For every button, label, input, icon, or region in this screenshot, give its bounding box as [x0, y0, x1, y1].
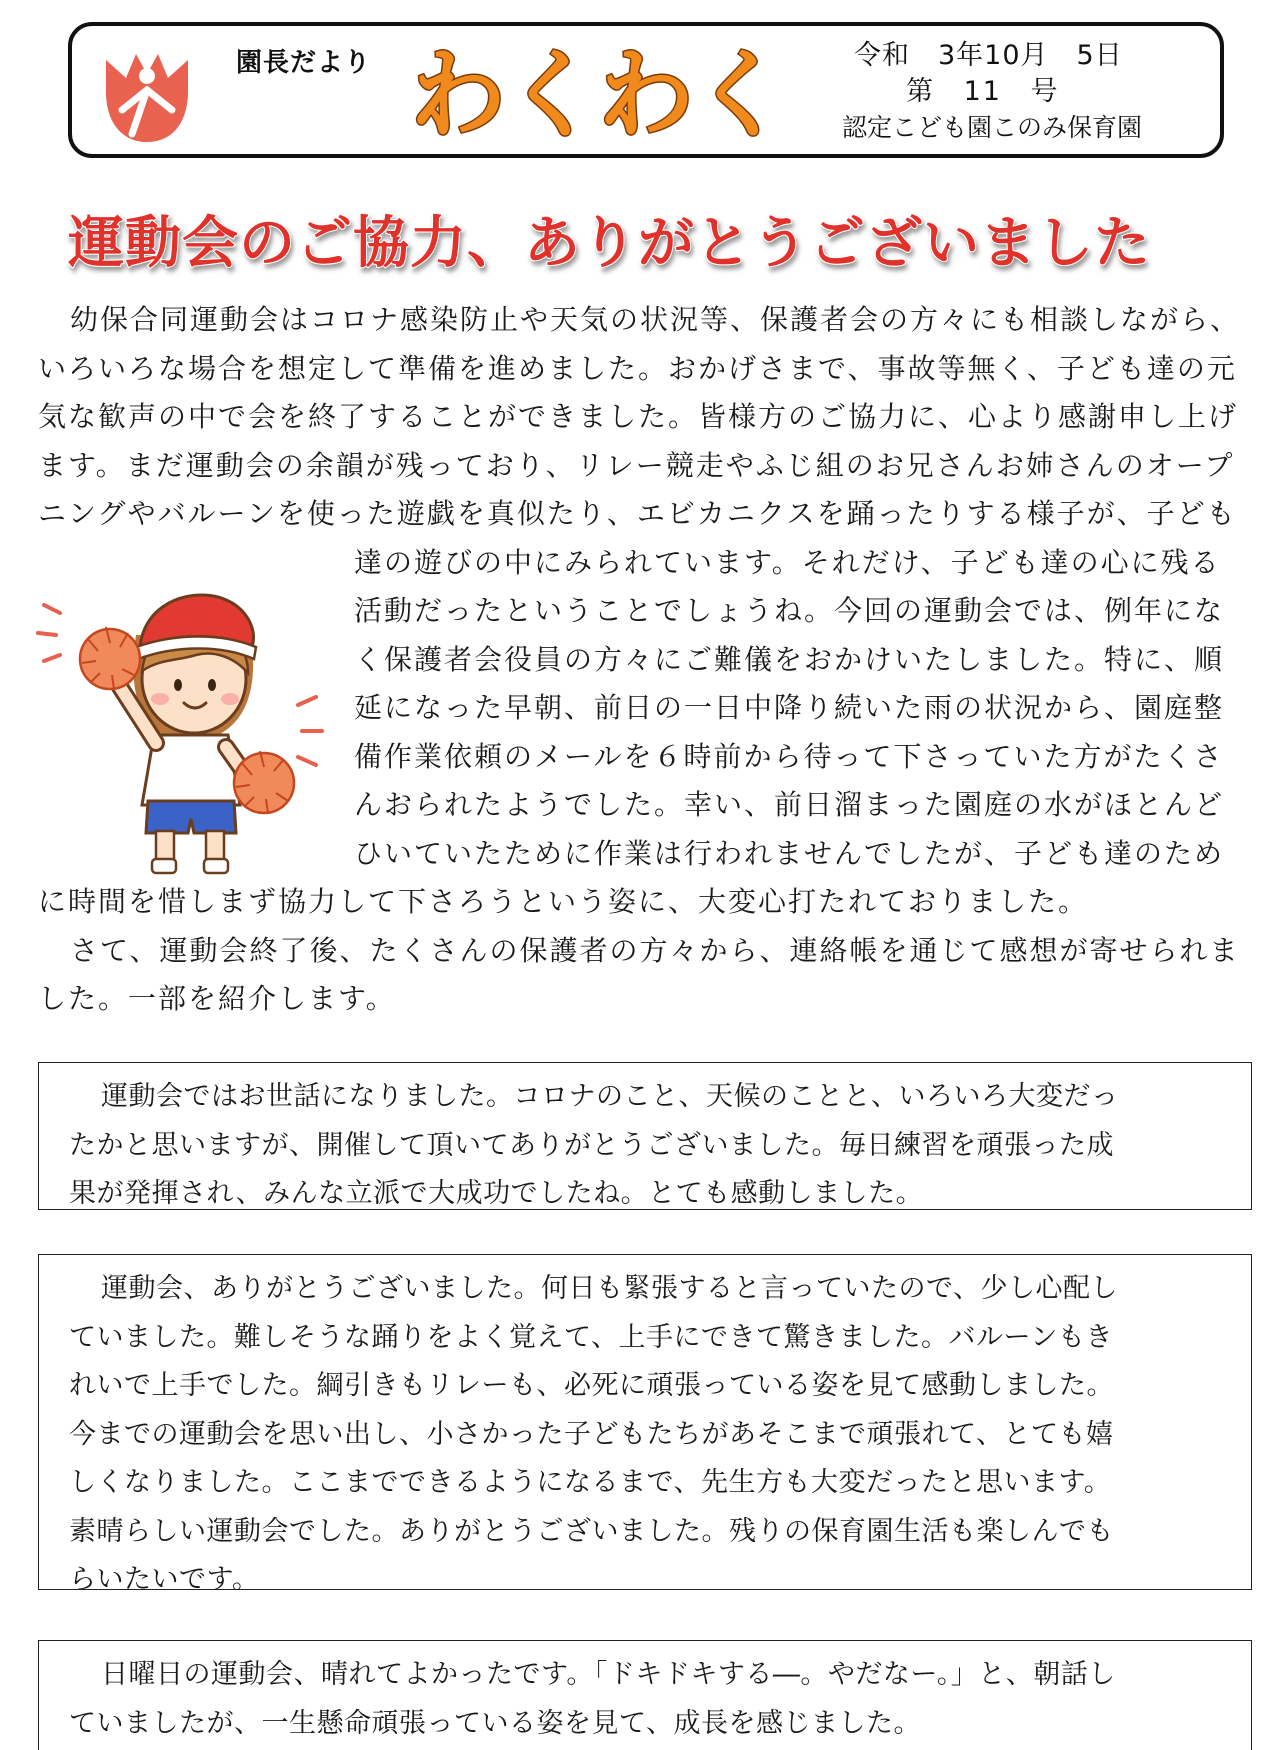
- tulip-logo-icon: [102, 48, 192, 144]
- text-line: した。一部を紹介します。: [38, 982, 396, 1015]
- issue-number-line: [842, 74, 1172, 110]
- comment-line: ていました。難しそうな踊りをよく覚えて、上手にできて驚きました。バルーンもき: [69, 1321, 1113, 1353]
- svg-text:わくわく: わくわく: [410, 39, 786, 151]
- text-line: いろいろな場合を想定して準備を進めました。おかげさまで、事故等無く、子ども達の元: [38, 351, 1237, 385]
- comment-line: らいたいです。: [69, 1564, 260, 1595]
- text-line: く保護者会役員の方々にご難儀をおかけいたしました。特に、順: [354, 642, 1225, 676]
- comment-line: たかと思いますが、開催して頂いてありがとうございました。毎日練習を頑張った成: [69, 1129, 1114, 1161]
- text-line: ひいていたために作業は行われませんでしたが、子ども達のため: [354, 836, 1225, 870]
- newsletter-title: [402, 32, 822, 152]
- text-line: 気な歓声の中で会を終了することができました。皆様方のご協力に、心より感謝申し上げ: [38, 400, 1239, 433]
- issue-date: 令和 3年10月 5日: [854, 40, 1123, 71]
- text-line: ニングやバルーンを使った遊戯を真似たり、エビカニクスを踊ったりする様子が、子ども: [38, 497, 1237, 530]
- text-line: に時間を惜しまず協力して下さろうという姿に、大変心打たれておりました。: [38, 885, 1089, 918]
- comment-line: れいで上手でした。綱引きもリレーも、必死に頑張っている姿を見て感動しました。: [69, 1370, 1114, 1401]
- issue-label-dai: 第: [906, 76, 935, 107]
- text-line: 幼保合同運動会はコロナ感染防止や天気の状況等、保護者会の方々にも相談しながら、: [70, 303, 1241, 336]
- cheerleader-girl-illustration: [36, 575, 336, 875]
- school-name: 認定こども園このみ保育園: [842, 113, 1143, 142]
- comment-line: 日曜日の運動会、晴れてよかったです。「ドキドキする―。やだなー。」と、朝話し: [101, 1659, 1116, 1690]
- column-name: 園長だより: [236, 48, 372, 78]
- comment-line: 運動会、ありがとうございました。何日も緊張すると言っていたので、少し心配し: [101, 1273, 1118, 1304]
- newsletter-header: [68, 22, 1224, 158]
- parent-comment-box-2: [38, 1254, 1252, 1595]
- issue-label-go: 号: [1030, 76, 1060, 107]
- comment-line: 運動会ではお世話になりました。コロナのこと、天候のことと、いろいろ大変だっ: [101, 1081, 1119, 1112]
- text-line: さて、運動会終了後、たくさんの保護者の方々から、連絡帳を通じて感想が寄せられま: [70, 933, 1240, 967]
- text-line: 達の遊びの中にみられています。それだけ、子ども達の心に残る: [354, 545, 1221, 579]
- comment-line: 素晴らしい運動会でした。ありがとうございました。残りの保育園生活も楽しんでも: [69, 1515, 1114, 1547]
- text-line: 備作業依頼のメールを６時前から待って下さっていた方がたくさ: [354, 739, 1224, 773]
- parent-comment-box-1: [38, 1062, 1252, 1210]
- issue-number: 11: [963, 76, 1002, 107]
- text-line: 延になった早朝、前日の一日中降り続いた雨の状況から、園庭整: [354, 691, 1225, 724]
- headline: [64, 196, 1214, 284]
- paragraph-2: [38, 927, 1260, 1024]
- text-line: んおられたようでした。幸い、前日溜まった園庭の水がほとんど: [354, 788, 1225, 821]
- comment-line: しくなりました。ここまでできるようになるまで、先生方も大変だったと思います。: [69, 1467, 1112, 1498]
- text-line: 活動だったということでしょうね。今回の運動会では、例年にな: [354, 594, 1225, 627]
- comment-line: ていましたが、一生懸命頑張っている姿を見て、成長を感じました。: [69, 1707, 921, 1739]
- svg-text:運動会のご協力、ありがとうございました: 運動会のご協力、ありがとうございました: [68, 211, 1151, 276]
- parent-comment-box-3: [38, 1640, 1252, 1750]
- text-line: ます。まだ運動会の余韻が残っており、リレー競走やふじ組のお兄さんお姉さんのオープ: [38, 448, 1235, 482]
- comment-line: 今までの運動会を思い出し、小さかった子どもたちがあそこまで頑張れて、とても嬉: [69, 1418, 1114, 1450]
- issue-info: [842, 38, 1172, 146]
- comment-line: 果が発揮され、みんな立派で大成功でしたね。とても感動しました。: [69, 1178, 924, 1209]
